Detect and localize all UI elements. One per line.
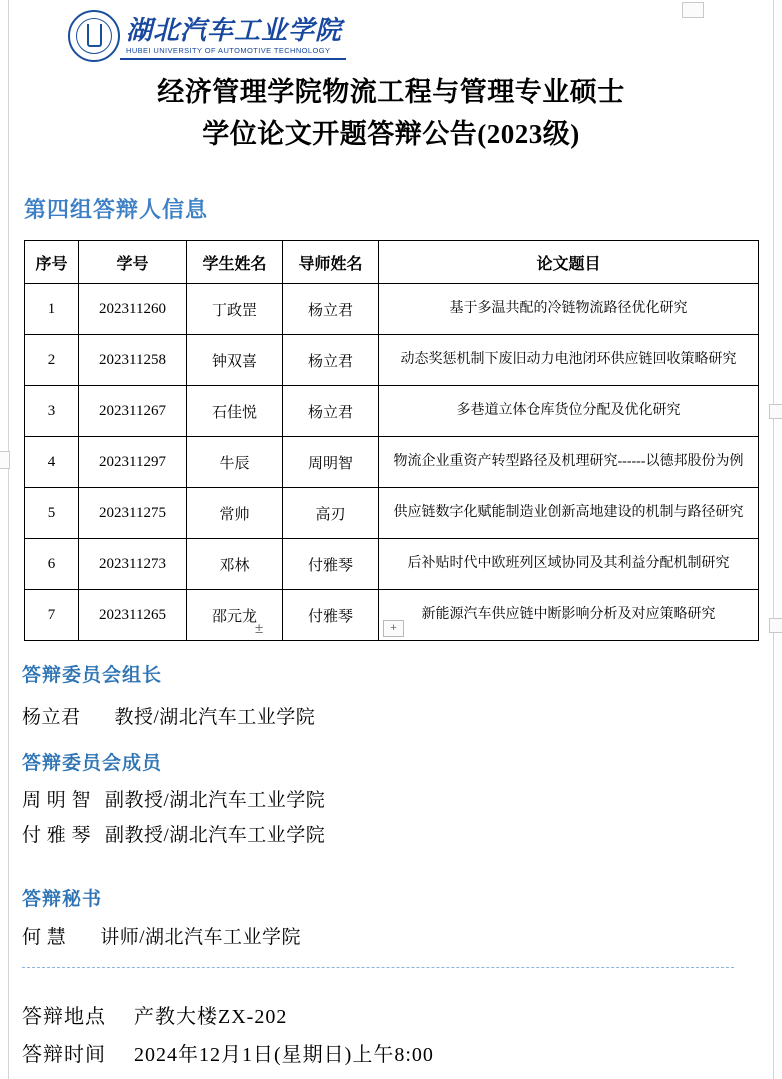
page-edge-left bbox=[8, 0, 9, 1079]
table-header-row bbox=[25, 241, 759, 284]
defense-place-value: 产教大楼ZX-202 bbox=[134, 1006, 288, 1028]
university-name-en: HUBEI UNIVERSITY OF AUTOMOTIVE TECHNOLOGY bbox=[126, 46, 331, 56]
university-logo-text bbox=[126, 17, 342, 55]
cell-student-name: 石佳悦 bbox=[187, 386, 283, 437]
cell-no: 6 bbox=[25, 539, 79, 590]
page-title bbox=[0, 72, 782, 156]
column-header-no: 序号 bbox=[25, 241, 79, 284]
chair-affiliation: 教授/湖北汽车工业学院 bbox=[114, 707, 316, 728]
cell-thesis-title: 物流企业重资产转型路径及机理研究------以德邦股份为例 bbox=[379, 437, 759, 488]
cell-thesis-title: 动态奖惩机制下废旧动力电池闭环供应链回收策略研究 bbox=[379, 335, 759, 386]
cell-no: 7 bbox=[25, 590, 79, 641]
cell-no: 2 bbox=[25, 335, 79, 386]
cell-thesis-title: 基于多温共配的冷链物流路径优化研究 bbox=[379, 284, 759, 335]
table-row bbox=[25, 488, 759, 539]
secretary-heading: 答辩秘书 bbox=[22, 889, 103, 910]
defense-place-label: 答辩地点 bbox=[22, 1006, 106, 1028]
member-entry bbox=[22, 785, 325, 812]
member-name: 周 明 智 bbox=[22, 790, 92, 811]
page-title-line1: 经济管理学院物流工程与管理专业硕士 bbox=[157, 77, 625, 107]
table-resize-handle[interactable]: ± bbox=[255, 620, 264, 637]
cell-student-name: 邓林 bbox=[187, 539, 283, 590]
defense-time-value: 2024年12月1日(星期日)上午8:00 bbox=[134, 1044, 434, 1066]
cell-no: 3 bbox=[25, 386, 79, 437]
page-title-line2: 学位论文开题答辩公告(2023级) bbox=[202, 118, 580, 149]
page-marker-top-right bbox=[682, 2, 704, 18]
column-header-student-name: 学生姓名 bbox=[187, 241, 283, 284]
member-entry bbox=[22, 820, 325, 847]
defense-time-label: 答辩时间 bbox=[22, 1044, 106, 1066]
cell-thesis-title: 新能源汽车供应链中断影响分析及对应策略研究 bbox=[379, 590, 759, 641]
member-name: 付 雅 琴 bbox=[22, 825, 92, 846]
cell-student-id: 202311265 bbox=[79, 590, 187, 641]
section-divider bbox=[22, 967, 734, 968]
cell-student-id: 202311267 bbox=[79, 386, 187, 437]
page-marker-mid-right bbox=[769, 404, 782, 419]
cell-no: 4 bbox=[25, 437, 79, 488]
column-header-supervisor: 导师姓名 bbox=[283, 241, 379, 284]
cell-supervisor: 周明智 bbox=[283, 437, 379, 488]
cell-supervisor: 杨立君 bbox=[283, 386, 379, 437]
cell-student-id: 202311258 bbox=[79, 335, 187, 386]
defense-place-row bbox=[22, 1000, 287, 1029]
cell-supervisor: 付雅琴 bbox=[283, 590, 379, 641]
secretary-name: 何 慧 bbox=[22, 927, 67, 948]
cell-student-name: 邵元龙 bbox=[187, 590, 283, 641]
university-logo bbox=[68, 8, 346, 64]
cell-student-id: 202311273 bbox=[79, 539, 187, 590]
member-affiliation: 副教授/湖北汽车工业学院 bbox=[105, 790, 326, 811]
cell-student-name: 钟双喜 bbox=[187, 335, 283, 386]
secretary-affiliation: 讲师/湖北汽车工业学院 bbox=[100, 927, 302, 948]
members-heading: 答辩委员会成员 bbox=[22, 753, 163, 774]
table-row bbox=[25, 335, 759, 386]
cell-supervisor: 高刃 bbox=[283, 488, 379, 539]
secretary-entry bbox=[22, 922, 301, 949]
table-row bbox=[25, 386, 759, 437]
cell-thesis-title: 多巷道立体仓库货位分配及优化研究 bbox=[379, 386, 759, 437]
table-row bbox=[25, 284, 759, 335]
page-marker-left-handle bbox=[0, 451, 10, 469]
page-edge-right bbox=[773, 0, 774, 1079]
cell-student-id: 202311275 bbox=[79, 488, 187, 539]
defense-roster-table bbox=[24, 240, 759, 641]
table-row bbox=[25, 539, 759, 590]
cell-student-name: 牛辰 bbox=[187, 437, 283, 488]
university-name-cn: 湖北汽车工业学院 bbox=[126, 15, 343, 45]
member-affiliation: 副教授/湖北汽车工业学院 bbox=[105, 825, 326, 846]
page-marker-low-right bbox=[769, 618, 782, 633]
cell-student-name: 常帅 bbox=[187, 488, 283, 539]
cell-no: 5 bbox=[25, 488, 79, 539]
cell-thesis-title: 供应链数字化赋能制造业创新高地建设的机制与路径研究 bbox=[379, 488, 759, 539]
cell-supervisor: 杨立君 bbox=[283, 284, 379, 335]
column-header-thesis-title: 论文题目 bbox=[379, 241, 759, 284]
table-row bbox=[25, 437, 759, 488]
cell-student-name: 丁政罡 bbox=[187, 284, 283, 335]
cell-no: 1 bbox=[25, 284, 79, 335]
defense-time-row bbox=[22, 1038, 434, 1067]
cell-supervisor: 杨立君 bbox=[283, 335, 379, 386]
cell-thesis-title: 后补贴时代中欧班列区域协同及其利益分配机制研究 bbox=[379, 539, 759, 590]
section-heading: 第四组答辩人信息 bbox=[24, 197, 209, 222]
chair-heading: 答辩委员会组长 bbox=[22, 665, 163, 686]
column-header-student-id: 学号 bbox=[79, 241, 187, 284]
university-crest-icon bbox=[68, 10, 120, 62]
chair-entry bbox=[22, 702, 315, 729]
cell-supervisor: 付雅琴 bbox=[283, 539, 379, 590]
cell-student-id: 202311260 bbox=[79, 284, 187, 335]
logo-underline bbox=[120, 58, 346, 60]
cell-student-id: 202311297 bbox=[79, 437, 187, 488]
chair-name: 杨立君 bbox=[22, 707, 81, 728]
table-add-row-handle[interactable]: + bbox=[383, 620, 404, 637]
